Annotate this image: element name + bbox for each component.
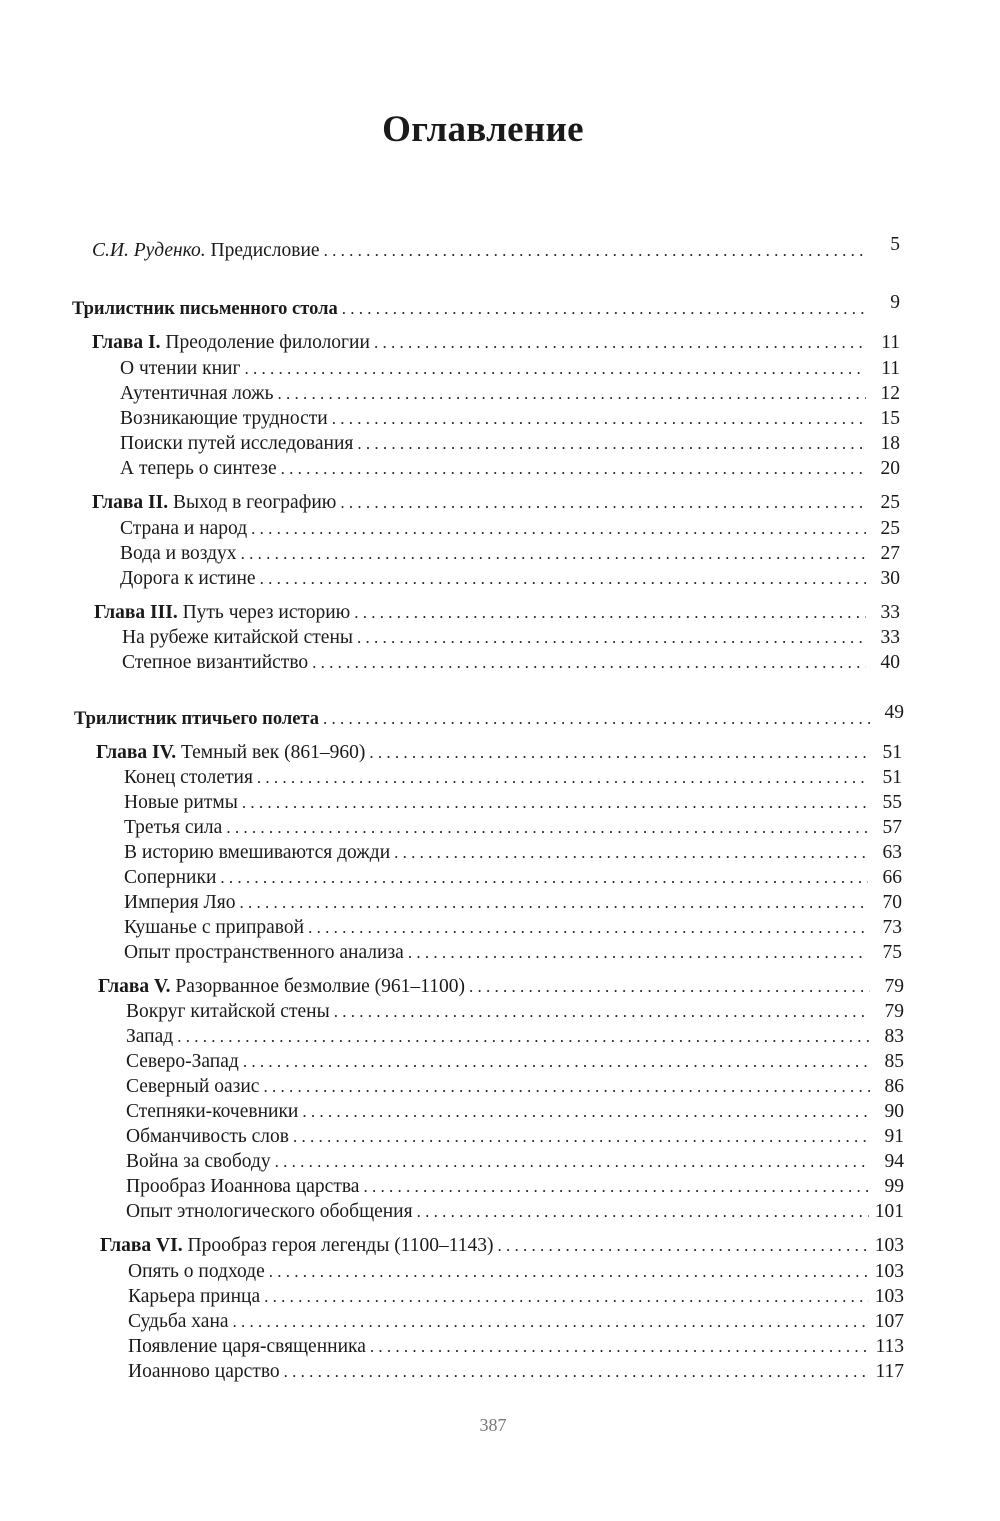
leader-dots xyxy=(275,1149,870,1174)
page-number: 57 xyxy=(882,817,902,838)
section-entry xyxy=(128,1359,904,1384)
page-number: 27 xyxy=(880,543,900,564)
leader-dots xyxy=(332,406,866,431)
section-title: Новые ритмы xyxy=(124,792,238,813)
section-entry xyxy=(126,999,904,1024)
section-entry xyxy=(124,940,902,965)
leader-dots xyxy=(417,1199,869,1224)
page-number: 12 xyxy=(880,383,900,404)
page-number: 18 xyxy=(880,433,900,454)
leader-dots xyxy=(260,566,866,591)
section-entry xyxy=(126,1074,904,1099)
chapter-title: Выход в географию xyxy=(172,492,337,513)
leader-dots xyxy=(302,1099,870,1124)
section-title: Появление царя-священника xyxy=(128,1336,366,1357)
section-entry xyxy=(122,650,900,675)
section-title: Дорога к истине xyxy=(120,568,256,589)
chapter-title: Разорванное безмолвие (961–1100) xyxy=(175,976,465,997)
page-number: 73 xyxy=(882,917,902,938)
page-number: 79 xyxy=(884,976,904,997)
section-entry xyxy=(120,406,900,431)
leader-dots xyxy=(244,356,866,381)
page-number: 66 xyxy=(882,867,902,888)
page-number: 117 xyxy=(875,1361,904,1382)
page-number: 51 xyxy=(882,767,902,788)
preface-entry xyxy=(92,234,900,263)
section-title: Страна и народ xyxy=(120,518,248,539)
section-title: О чтении книг xyxy=(120,358,241,379)
page-number: 15 xyxy=(880,408,900,429)
leader-dots xyxy=(251,516,866,541)
page-number: 40 xyxy=(880,652,900,673)
leader-dots xyxy=(408,940,868,965)
page-number: 113 xyxy=(875,1336,904,1357)
page-folio: 387 xyxy=(479,1415,507,1435)
leader-dots xyxy=(241,541,866,566)
page-number: 30 xyxy=(880,568,900,589)
page-number: 90 xyxy=(884,1101,904,1122)
section-entry xyxy=(120,356,900,381)
preface-label: Предисловие xyxy=(210,240,320,261)
section-title: Конец столетия xyxy=(124,767,253,788)
section-title: Империя Ляо xyxy=(124,892,236,913)
page-number: 63 xyxy=(882,842,902,863)
section-entry xyxy=(124,815,902,840)
section-title: Северный оазис xyxy=(126,1076,260,1097)
section-title: Возникающие трудности xyxy=(120,408,328,429)
leader-dots xyxy=(284,1359,870,1384)
leader-dots xyxy=(357,431,866,456)
leader-dots xyxy=(264,1284,869,1309)
page-number: 79 xyxy=(884,1001,904,1022)
section-title: В историю вмешиваются дожди xyxy=(124,842,391,863)
section-title: Иоанново царство xyxy=(128,1361,280,1382)
page-number: 83 xyxy=(884,1026,904,1047)
leader-dots xyxy=(226,815,868,840)
chapter-number: Глава V. xyxy=(98,976,171,997)
section-title: На рубеже китайской стены xyxy=(122,627,353,648)
section-title: Аутентичная ложь xyxy=(120,383,274,404)
preface-author: С.И. Руденко. xyxy=(92,240,206,261)
page-title: Оглавление xyxy=(382,109,584,150)
section-title: Соперники xyxy=(124,867,217,888)
page-number: 25 xyxy=(880,518,900,539)
leader-dots xyxy=(469,974,870,999)
leader-dots xyxy=(312,650,866,675)
section-title: Степное византийство xyxy=(122,652,309,673)
page-number: 25 xyxy=(880,492,900,513)
leader-dots xyxy=(370,1334,870,1359)
leader-dots xyxy=(257,765,868,790)
chapter-entry xyxy=(92,490,900,515)
page-number: 101 xyxy=(874,1201,904,1222)
section-entry xyxy=(120,456,900,481)
page-number: 75 xyxy=(882,942,902,963)
section-entry xyxy=(126,1124,904,1149)
section-title: Вода и воздух xyxy=(120,543,237,564)
chapter-entry xyxy=(94,600,900,625)
section-entry xyxy=(120,431,900,456)
page-number: 55 xyxy=(882,792,902,813)
section-entry xyxy=(120,381,900,406)
leader-dots xyxy=(342,296,866,321)
part-entry xyxy=(74,702,904,731)
page-number: 91 xyxy=(884,1126,904,1147)
leader-dots xyxy=(240,890,869,915)
section-entry xyxy=(120,566,900,591)
leader-dots xyxy=(263,1074,870,1099)
section-entry xyxy=(120,541,900,566)
section-title: Кушанье с приправой xyxy=(124,917,305,938)
page-number: 20 xyxy=(880,458,900,479)
page-number: 33 xyxy=(880,627,900,648)
leader-dots xyxy=(340,490,866,515)
chapter-title: Преодоление филологии xyxy=(165,332,370,353)
chapter-number: Глава I. xyxy=(92,332,161,353)
chapter-entry xyxy=(92,330,900,355)
chapter-number: Глава II. xyxy=(92,492,169,513)
leader-dots xyxy=(334,999,870,1024)
section-entry xyxy=(124,790,902,815)
leader-dots xyxy=(354,600,866,625)
section-title: Опыт этнологического обобщения xyxy=(126,1201,413,1222)
page-number: 99 xyxy=(884,1176,904,1197)
chapter-entry xyxy=(98,974,904,999)
section-entry xyxy=(124,890,902,915)
section-title: Война за свободу xyxy=(126,1151,271,1172)
page-number: 86 xyxy=(884,1076,904,1097)
section-title: Опять о подходе xyxy=(128,1261,265,1282)
section-title: Запад xyxy=(126,1026,174,1047)
leader-dots xyxy=(394,840,868,865)
page-number: 107 xyxy=(874,1311,904,1332)
section-entry xyxy=(128,1259,904,1284)
page-number: 33 xyxy=(880,602,900,623)
leader-dots xyxy=(357,625,866,650)
page-number: 9 xyxy=(890,292,900,313)
page-number: 49 xyxy=(884,702,904,723)
leader-dots xyxy=(324,238,866,263)
chapter-number: Глава III. xyxy=(94,602,178,623)
section-entry xyxy=(124,765,902,790)
page-number: 5 xyxy=(890,234,900,255)
page-number: 11 xyxy=(881,332,900,353)
leader-dots xyxy=(243,1049,870,1074)
leader-dots xyxy=(323,706,870,731)
leader-dots xyxy=(363,1174,870,1199)
leader-dots xyxy=(369,740,868,765)
section-entry xyxy=(128,1334,904,1359)
section-entry xyxy=(126,1149,904,1174)
section-entry xyxy=(126,1199,904,1224)
chapter-title: Темный век (861–960) xyxy=(180,742,366,763)
section-entry xyxy=(128,1309,904,1334)
leader-dots xyxy=(269,1259,869,1284)
page-number: 70 xyxy=(882,892,902,913)
page-number: 94 xyxy=(884,1151,904,1172)
page-number: 85 xyxy=(884,1051,904,1072)
section-title: Третья сила xyxy=(124,817,223,838)
leader-dots xyxy=(278,381,866,406)
page-number: 103 xyxy=(874,1286,904,1307)
leader-dots xyxy=(177,1024,870,1049)
section-entry xyxy=(124,865,902,890)
leader-dots xyxy=(281,456,866,481)
section-entry xyxy=(128,1284,904,1309)
section-entry xyxy=(120,516,900,541)
leader-dots xyxy=(374,330,866,355)
section-title: Опыт пространственного анализа xyxy=(124,942,404,963)
leader-dots xyxy=(293,1124,870,1149)
section-title: Степняки-кочевники xyxy=(126,1101,299,1122)
part-title: Трилистник письменного стола xyxy=(72,299,338,319)
leader-dots xyxy=(498,1233,869,1258)
section-title: Судьба хана xyxy=(128,1311,229,1332)
section-entry xyxy=(126,1099,904,1124)
section-title: Северо-Запад xyxy=(126,1051,239,1072)
section-entry xyxy=(126,1174,904,1199)
chapter-entry xyxy=(96,740,902,765)
section-title: Вокруг китайской стены xyxy=(126,1001,330,1022)
page-number: 103 xyxy=(874,1235,904,1256)
section-title: Прообраз Иоаннова царства xyxy=(126,1176,360,1197)
page-number: 103 xyxy=(874,1261,904,1282)
section-entry xyxy=(124,840,902,865)
chapter-title: Путь через историю xyxy=(182,602,351,623)
section-title: Карьера принца xyxy=(128,1286,261,1307)
section-title: А теперь о синтезе xyxy=(120,458,277,479)
part-entry xyxy=(72,292,900,321)
section-entry xyxy=(122,625,900,650)
leader-dots xyxy=(242,790,868,815)
leader-dots xyxy=(233,1309,869,1334)
page-number: 51 xyxy=(882,742,902,763)
section-entry xyxy=(126,1049,904,1074)
chapter-entry xyxy=(100,1233,904,1258)
section-entry xyxy=(124,915,902,940)
leader-dots xyxy=(308,915,868,940)
part-title: Трилистник птичьего полета xyxy=(74,709,319,729)
chapter-title: Прообраз героя легенды (1100–1143) xyxy=(187,1235,494,1256)
chapter-number: Глава IV. xyxy=(96,742,177,763)
page-number: 11 xyxy=(881,358,900,379)
section-entry xyxy=(126,1024,904,1049)
section-title: Обманчивость слов xyxy=(126,1126,289,1147)
chapter-number: Глава VI. xyxy=(100,1235,183,1256)
section-title: Поиски путей исследования xyxy=(120,433,354,454)
leader-dots xyxy=(220,865,868,890)
